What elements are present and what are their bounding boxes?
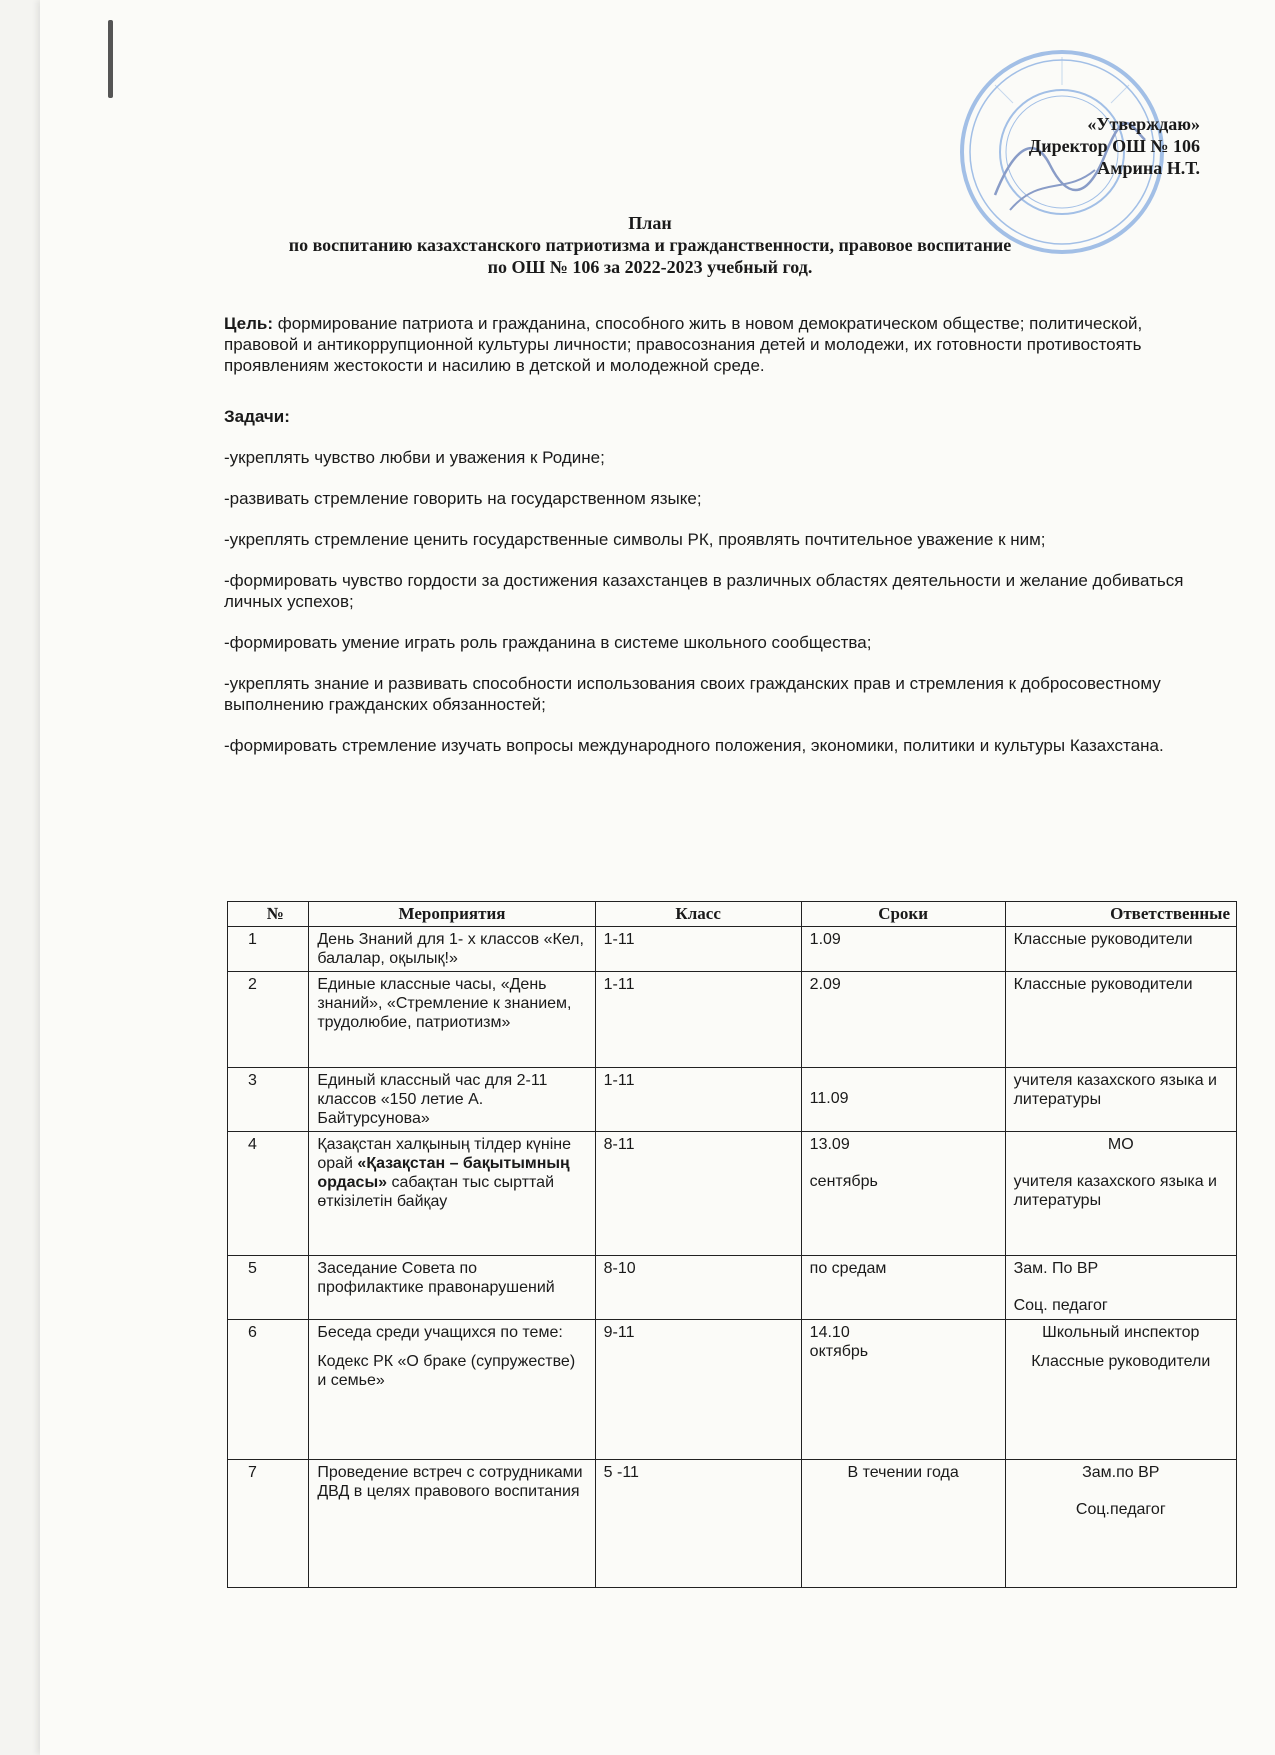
cell-event-text-2: Кодекс РК «О браке (супружестве) и семье» [317,1353,576,1389]
cell-event: Заседание Совета по профилактике правонарушений [309,1256,595,1320]
cell-class: 9-11 [595,1320,801,1460]
cell-responsible-text-2: Классные руководители [1031,1353,1211,1370]
cell-event [309,1320,595,1460]
cell-date: 1.09 [801,927,1005,972]
table-row [228,1460,1237,1588]
table-row [228,1068,1237,1132]
approval-signatory: Амрина Н.Т. [1097,158,1200,178]
cell-event-text-end: сабақтан тыс сырттай өткізілетін байқау [317,1174,555,1210]
task-item: -формировать стремление изучать вопросы международного положения, экономики, политики и культуры Казахстана. [224,736,1164,755]
cell-date [801,1320,1005,1460]
cell-num: 3 [228,1068,309,1132]
cell-date: по средам [801,1256,1005,1320]
document-title [200,212,1100,278]
tasks-label: Задачи: [224,407,290,426]
cell-event [309,1132,595,1256]
cell-num: 5 [228,1256,309,1320]
header-date: Сроки [801,902,1005,927]
table-row [228,1132,1237,1256]
cell-date-text: 14.10 [809,1324,850,1341]
cell-responsible [1005,1460,1236,1588]
cell-responsible-mo: МО [1107,1136,1134,1153]
cell-date-text: 11.09 [809,1090,849,1107]
cell-class: 8-10 [595,1256,801,1320]
cell-num: 7 [228,1460,309,1588]
cell-responsible-text: Школьный инспектор [1042,1324,1200,1341]
cell-date [801,1068,1005,1132]
cell-class: 8-11 [595,1132,801,1256]
task-item: -укреплять знание и развивать способности использования своих гражданских прав и стремления к добросовестному выполнению гражданских обязанностей; [224,674,1161,714]
header-num: № [228,902,309,927]
task-item: -укреплять чувство любви и уважения к Родине; [224,448,605,467]
table-row [228,927,1237,972]
cell-responsible [1005,1132,1236,1256]
cell-num: 6 [228,1320,309,1460]
goals-and-tasks [224,313,1194,776]
cell-event: Проведение встреч с сотрудниками ДВД в целях правового воспитания [309,1460,595,1588]
cell-event-text: Беседа среди учащихся по теме: [317,1324,563,1341]
cell-num: 1 [228,927,309,972]
cell-event: День Знаний для 1- х классов «Кел, балалар, оқылық!» [309,927,595,972]
approval-block [980,113,1200,179]
goal-text: формирование патриота и гражданина, способного жить в новом демократическом обществе; политической, правовой и антикоррупционной культуры личности; правосознания детей и молодежи, их готовности противостоять проявлениям жестокости и насилию в детской и молодежной среде. [224,314,1143,375]
cell-date: В течении года [801,1460,1005,1588]
cell-event: Единый классный час для 2-11 классов «150 летие А. Байтурсунова» [309,1068,595,1132]
cell-responsible-text-2: Соц.педагог [1075,1501,1166,1518]
cell-date-month: сентябрь [809,1173,878,1190]
goal-paragraph [224,313,1194,376]
table-row [228,972,1237,1068]
title-line-3: по ОШ № 106 за 2022-2023 учебный год. [487,257,813,277]
table-header-row [228,902,1237,927]
cell-responsible [1005,1256,1236,1320]
table-row [228,1320,1237,1460]
approval-position: Директор ОШ № 106 [1028,136,1200,156]
cell-class: 1-11 [595,1068,801,1132]
task-item: -развивать стремление говорить на государственном языке; [224,489,702,508]
title-line-1: План [628,213,672,233]
cell-responsible: Классные руководители [1005,927,1236,972]
binder-clip-mark [108,20,113,98]
cell-responsible: Классные руководители [1005,972,1236,1068]
cell-responsible-text: учителя казахского языка и литературы [1013,1173,1217,1209]
cell-date-month: октябрь [809,1343,869,1360]
cell-event-bold-title: «Қазақстан – бақытымның ордасы» [317,1155,570,1191]
goal-label: Цель: [224,314,273,333]
header-responsible: Ответственные [1005,902,1236,927]
cell-responsible-text-2: Соц. педагог [1013,1297,1108,1314]
header-event: Мероприятия [309,902,595,927]
cell-class: 1-11 [595,972,801,1068]
cell-responsible-text: Зам. По ВР [1013,1260,1099,1277]
cell-date: 2.09 [801,972,1005,1068]
cell-event-text: Қазақстан халқының тілдер күніне орай [317,1136,572,1172]
cell-responsible-text: Зам.по ВР [1082,1464,1160,1481]
cell-event: Единые классные часы, «День знаний», «Стремление к знанием, трудолюбие, патриотизм» [309,972,595,1068]
approval-heading: «Утверждаю» [1087,114,1200,134]
events-table [227,901,1237,1588]
task-item: -укреплять стремление ценить государственные символы РК, проявлять почтительное уважение к ним; [224,530,1046,549]
cell-date [801,1132,1005,1256]
cell-num: 2 [228,972,309,1068]
cell-responsible: учителя казахского языка и литературы [1005,1068,1236,1132]
cell-class: 1-11 [595,927,801,972]
header-class: Класс [595,902,801,927]
task-item: -формировать чувство гордости за достижения казахстанцев в различных областях деятельности и желание добиваться личных успехов; [224,571,1184,611]
cell-class: 5 -11 [595,1460,801,1588]
cell-date-text: 13.09 [809,1136,850,1153]
table-row [228,1256,1237,1320]
title-line-2: по воспитанию казахстанского патриотизма и гражданственности, правовое воспитание [288,235,1012,255]
cell-responsible [1005,1320,1236,1460]
cell-num: 4 [228,1132,309,1256]
task-item: -формировать умение играть роль гражданина в системе школьного сообщества; [224,633,872,652]
